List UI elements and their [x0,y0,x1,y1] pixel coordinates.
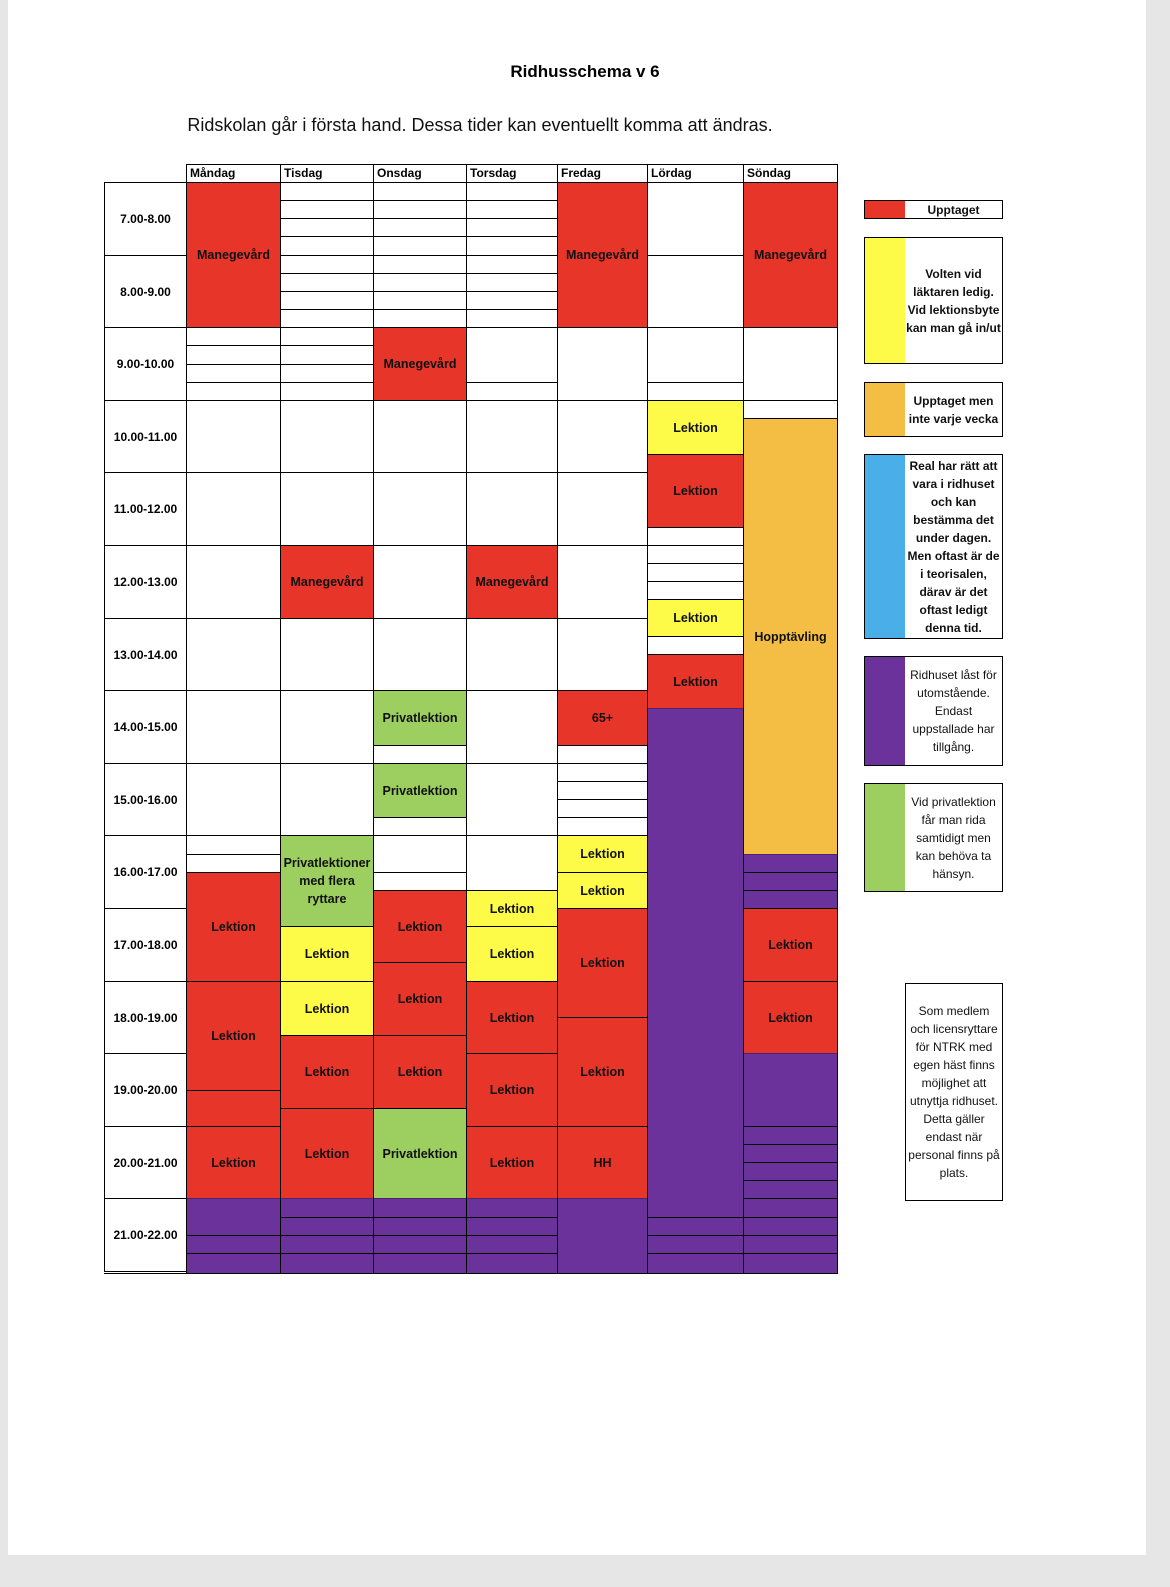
legend-swatch [865,201,905,218]
time-label: 7.00-8.00 [104,182,187,256]
time-label: 12.00-13.00 [104,545,187,619]
schedule-block: Lektion [186,872,281,982]
schedule-block: Lektion [647,454,744,528]
day-header: Lördag [647,164,744,183]
day-header: Söndag [743,164,838,183]
time-label: 20.00-21.00 [104,1126,187,1199]
schedule-block: Lektion [466,926,558,982]
legend [8,0,1146,1300]
legend-item [864,454,1003,639]
schedule-block: Lektion [557,1017,648,1127]
schedule-block: Manegevård [186,182,281,328]
member-note: Som medlem och licensryttare för NTRK med egen häst finns möjlighet att utnyttja ridhuset. Detta gäller endast när personal finns på plats. [905,983,1003,1201]
time-label: 21.00-22.00 [104,1198,187,1272]
time-label: 8.00-9.00 [104,255,187,328]
schedule-block: Lektion [466,981,558,1054]
schedule-block: Lektion [280,981,374,1036]
legend-swatch [865,657,905,765]
page-subtitle: Ridskolan går i första hand. Dessa tider kan eventuellt komma att ändras. [187,115,773,135]
legend-text: Volten vid läktaren ledig. Vid lektionsbyte kan man gå in/ut [906,266,1001,335]
day-header: Måndag [186,164,281,183]
schedule-block: Lektion [373,1035,467,1109]
legend-text: Upptaget [927,202,980,217]
page-title: Ridhusschema v 6 [510,62,660,81]
time-label: 19.00-20.00 [104,1053,187,1127]
legend-text: Ridhuset låst för utomstående. Endast uppstallade har tillgång. [910,668,997,754]
schedule-block: Lektion [186,981,281,1091]
schedule-block: Hopptävling [743,418,838,855]
schedule-block: 65+ [557,690,648,746]
legend-swatch [865,238,905,363]
schedule-block: Lektion [280,1035,374,1109]
time-label: 9.00-10.00 [104,327,187,401]
schedule-block: HH [557,1126,648,1199]
schedule-block: Lektion [186,1126,281,1199]
legend-item [864,656,1003,766]
time-label: 16.00-17.00 [104,835,187,909]
schedule-block: Lektion [557,835,648,873]
document-page [8,0,1146,1555]
legend-swatch [865,784,905,891]
legend-item [864,200,1003,219]
schedule-block: Manegevård [373,327,467,401]
legend-text: Vid privatlektion får man rida samtidigt men kan behöva ta hänsyn. [911,794,996,881]
schedule-block: Manegevård [466,545,558,619]
schedule-block: Privatlektion [373,690,467,746]
time-label: 11.00-12.00 [104,472,187,546]
schedule-block: Lektion [373,890,467,963]
day-header: Fredag [557,164,648,183]
schedule-block: Manegevård [743,182,838,328]
schedule-block: Manegevård [280,545,374,619]
legend-item [864,237,1003,364]
schedule-block: Lektion [647,400,744,455]
legend-swatch [865,383,905,436]
schedule-block: Lektion [557,872,648,909]
schedule-block: Lektion [466,1126,558,1199]
schedule-block: Lektion [280,1108,374,1199]
schedule-block: Lektion [466,1053,558,1127]
legend-item [864,783,1003,892]
time-label: 10.00-11.00 [104,400,187,473]
schedule-block: Lektion [466,890,558,927]
schedule-block: Lektion [373,962,467,1036]
legend-text: Real har rätt att vara i ridhuset och kan bestämma det under dagen. Men oftast är de i teorisalen, därav är det oftast ledigt denna tid. [907,458,1000,635]
day-header: Onsdag [373,164,467,183]
schedule-block: Lektion [647,654,744,709]
schedule-block: Manegevård [557,182,648,328]
time-label: 15.00-16.00 [104,763,187,836]
day-header: Tisdag [280,164,374,183]
schedule-block: Lektion [557,908,648,1018]
schedule-block: Privatlektion [373,1108,467,1199]
schedule-block: Lektion [647,599,744,637]
schedule-block: Privatlektioner med flera ryttare [280,835,374,927]
legend-swatch [865,455,905,638]
time-label: 17.00-18.00 [104,908,187,982]
time-label: 13.00-14.00 [104,618,187,691]
schedule-block: Lektion [280,926,374,982]
schedule-block: Lektion [743,908,838,982]
day-header: Torsdag [466,164,558,183]
schedule-block: Privatlektion [373,763,467,818]
legend-item [864,382,1003,437]
schedule-block: Lektion [743,981,838,1054]
time-label: 18.00-19.00 [104,981,187,1054]
time-label: 14.00-15.00 [104,690,187,764]
legend-text: Upptaget men inte varje vecka [908,393,999,426]
